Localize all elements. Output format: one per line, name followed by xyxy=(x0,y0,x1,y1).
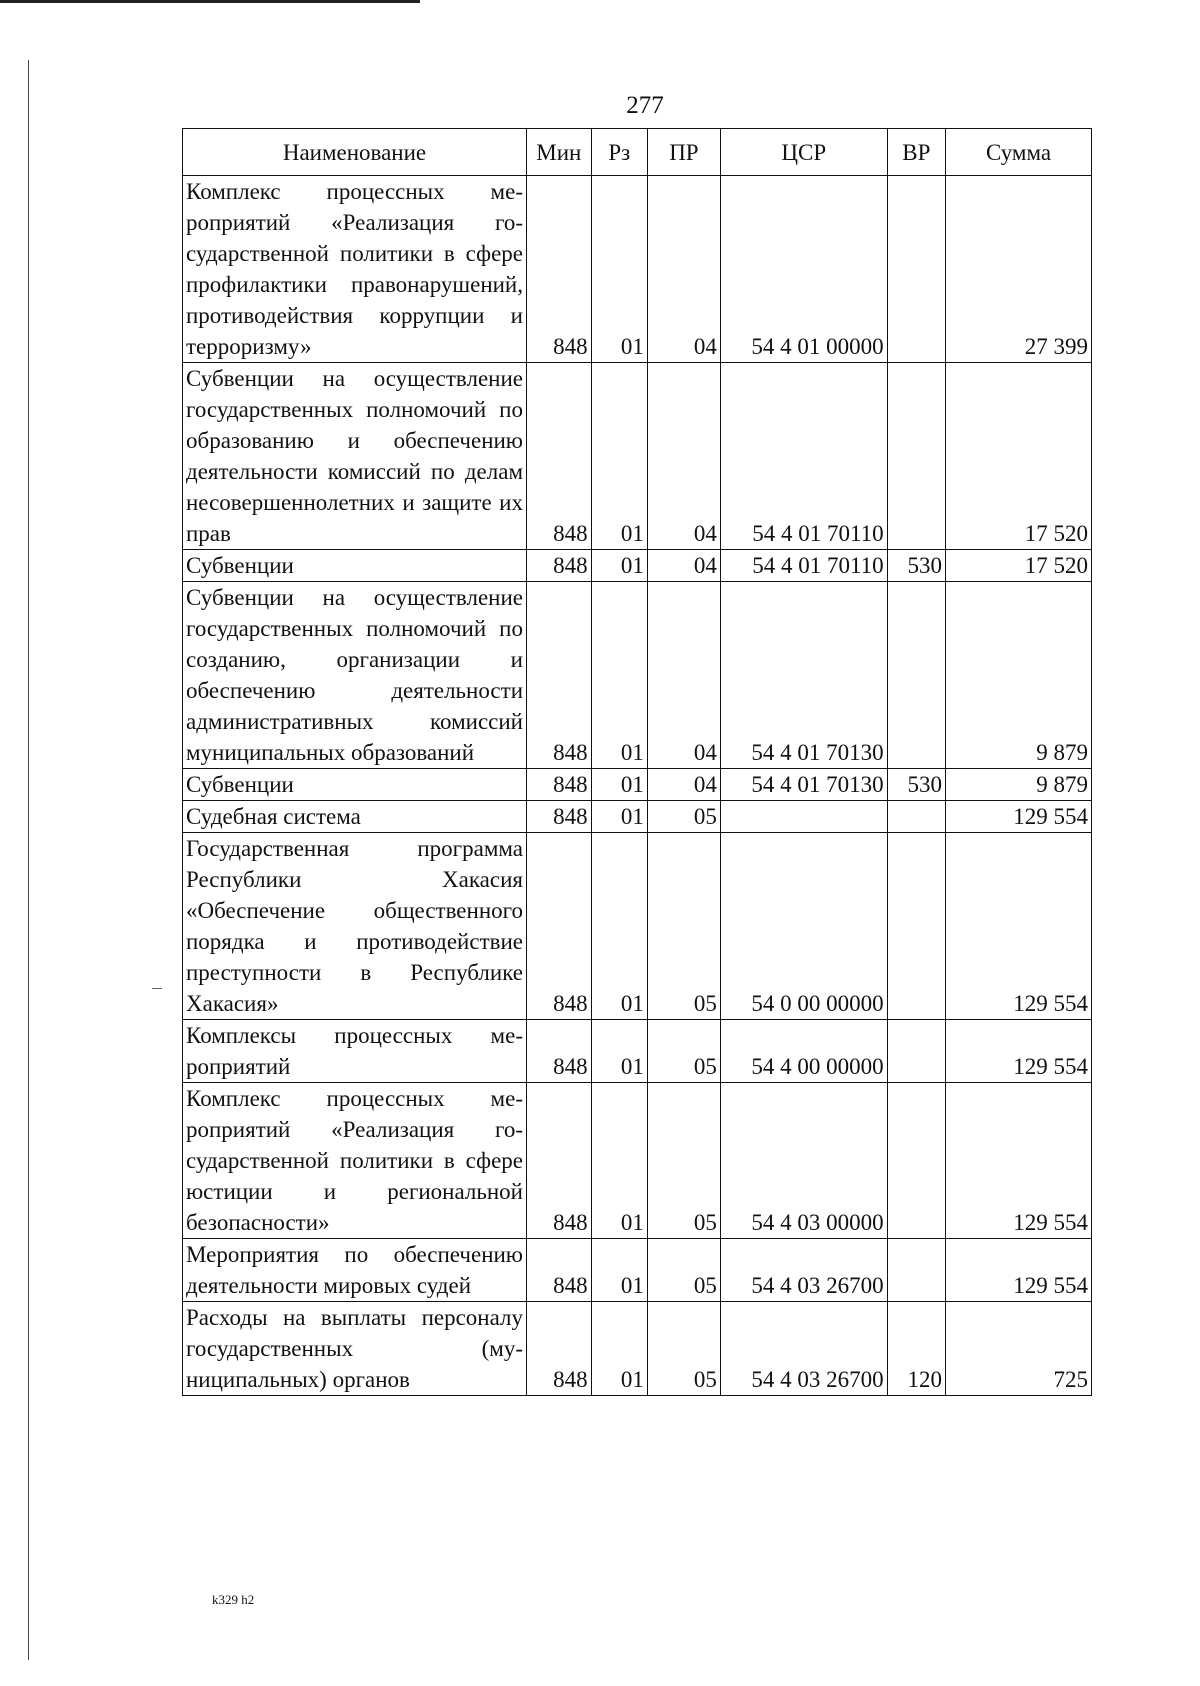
cell-rz: 01 xyxy=(591,769,647,801)
header-sum: Сумма xyxy=(946,129,1092,176)
cell-pr: 05 xyxy=(647,833,720,1020)
table-header xyxy=(183,129,1092,176)
cell-sum: 129 554 xyxy=(946,833,1092,1020)
cell-csr: 54 4 03 00000 xyxy=(720,1083,887,1239)
cell-name: Комплексы процессных мероприятий xyxy=(183,1020,527,1083)
margin-tick-mark xyxy=(152,988,162,989)
cell-csr xyxy=(720,801,887,833)
cell-csr: 54 4 03 26700 xyxy=(720,1302,887,1396)
cell-csr: 54 4 01 00000 xyxy=(720,176,887,363)
header-rz: Рз xyxy=(591,129,647,176)
cell-min: 848 xyxy=(527,1020,592,1083)
top-border-rule xyxy=(0,0,420,9)
table-row xyxy=(183,801,1092,833)
cell-csr: 54 4 03 26700 xyxy=(720,1239,887,1302)
cell-rz: 01 xyxy=(591,833,647,1020)
cell-min: 848 xyxy=(527,550,592,582)
cell-name: Комплекс процессных мероприятий «Реализация государственной политики в сфере юстиции и региональной безопасности» xyxy=(183,1083,527,1239)
cell-sum: 17 520 xyxy=(946,363,1092,550)
cell-vr xyxy=(887,1239,945,1302)
cell-sum: 9 879 xyxy=(946,769,1092,801)
table-row xyxy=(183,1239,1092,1302)
cell-min: 848 xyxy=(527,1239,592,1302)
cell-name: Комплекс процессных мероприятий «Реализация государственной политики в сфере профилактики правонарушений, противодействия коррупции и терроризму» xyxy=(183,176,527,363)
cell-min: 848 xyxy=(527,176,592,363)
table-row xyxy=(183,1302,1092,1396)
cell-name: Мероприятия по обеспечению деятельности мировых судей xyxy=(183,1239,527,1302)
cell-csr: 54 4 01 70130 xyxy=(720,582,887,769)
cell-pr: 05 xyxy=(647,1020,720,1083)
cell-csr: 54 4 01 70110 xyxy=(720,363,887,550)
cell-csr: 54 0 00 00000 xyxy=(720,833,887,1020)
cell-name: Субвенции на осуществление государственных полномочий по созданию, организации и обеспечению деятельности административных комиссий муниципальных образований xyxy=(183,582,527,769)
table-body xyxy=(183,176,1092,1396)
cell-csr: 54 4 01 70110 xyxy=(720,550,887,582)
cell-rz: 01 xyxy=(591,582,647,769)
cell-vr xyxy=(887,363,945,550)
cell-pr: 04 xyxy=(647,582,720,769)
left-margin-rule xyxy=(28,60,29,1660)
cell-rz: 01 xyxy=(591,1083,647,1239)
cell-vr: 530 xyxy=(887,550,945,582)
cell-min: 848 xyxy=(527,1083,592,1239)
cell-csr: 54 4 01 70130 xyxy=(720,769,887,801)
table-row xyxy=(183,550,1092,582)
cell-rz: 01 xyxy=(591,1020,647,1083)
cell-name: Субвенции xyxy=(183,769,527,801)
header-name: Наименование xyxy=(183,129,527,176)
cell-pr: 04 xyxy=(647,550,720,582)
cell-pr: 04 xyxy=(647,363,720,550)
table-row xyxy=(183,582,1092,769)
cell-rz: 01 xyxy=(591,363,647,550)
table-row xyxy=(183,1083,1092,1239)
cell-min: 848 xyxy=(527,769,592,801)
cell-vr: 530 xyxy=(887,769,945,801)
cell-vr xyxy=(887,801,945,833)
header-pr: ПР xyxy=(647,129,720,176)
cell-min: 848 xyxy=(527,1302,592,1396)
budget-table xyxy=(182,128,1092,1396)
footer-code: k329 h2 xyxy=(212,1592,255,1607)
cell-vr xyxy=(887,582,945,769)
header-vr: ВР xyxy=(887,129,945,176)
cell-rz: 01 xyxy=(591,801,647,833)
page-number: 277 xyxy=(626,92,664,119)
cell-sum: 9 879 xyxy=(946,582,1092,769)
table-row xyxy=(183,176,1092,363)
cell-rz: 01 xyxy=(591,176,647,363)
table-row xyxy=(183,833,1092,1020)
cell-sum: 725 xyxy=(946,1302,1092,1396)
table-row xyxy=(183,769,1092,801)
header-csr: ЦСР xyxy=(720,129,887,176)
cell-sum: 129 554 xyxy=(946,1239,1092,1302)
cell-sum: 129 554 xyxy=(946,1020,1092,1083)
cell-pr: 04 xyxy=(647,769,720,801)
cell-name: Судебная система xyxy=(183,801,527,833)
cell-min: 848 xyxy=(527,801,592,833)
cell-min: 848 xyxy=(527,833,592,1020)
cell-pr: 05 xyxy=(647,1239,720,1302)
cell-rz: 01 xyxy=(591,1302,647,1396)
cell-pr: 05 xyxy=(647,1302,720,1396)
cell-csr: 54 4 00 00000 xyxy=(720,1020,887,1083)
cell-name: Субвенции xyxy=(183,550,527,582)
cell-min: 848 xyxy=(527,582,592,769)
cell-name: Государственная программа Республики Хакасия «Обеспечение общественного порядка и противодействие преступности в Республике Хакасия» xyxy=(183,833,527,1020)
cell-pr: 04 xyxy=(647,176,720,363)
cell-vr xyxy=(887,1083,945,1239)
cell-vr xyxy=(887,1020,945,1083)
cell-sum: 129 554 xyxy=(946,1083,1092,1239)
cell-name: Субвенции на осуществление государственных полномочий по образованию и обеспечению деятельности комиссий по делам несовершеннолетних и защите их прав xyxy=(183,363,527,550)
cell-vr xyxy=(887,176,945,363)
header-min: Мин xyxy=(527,129,592,176)
cell-pr: 05 xyxy=(647,801,720,833)
table-row xyxy=(183,1020,1092,1083)
cell-rz: 01 xyxy=(591,1239,647,1302)
table-row xyxy=(183,363,1092,550)
cell-name: Расходы на выплаты персоналу государственных (муниципальных) органов xyxy=(183,1302,527,1396)
header-row xyxy=(183,129,1092,176)
cell-sum: 27 399 xyxy=(946,176,1092,363)
cell-vr: 120 xyxy=(887,1302,945,1396)
cell-vr xyxy=(887,833,945,1020)
cell-rz: 01 xyxy=(591,550,647,582)
cell-pr: 05 xyxy=(647,1083,720,1239)
cell-sum: 129 554 xyxy=(946,801,1092,833)
cell-sum: 17 520 xyxy=(946,550,1092,582)
cell-min: 848 xyxy=(527,363,592,550)
